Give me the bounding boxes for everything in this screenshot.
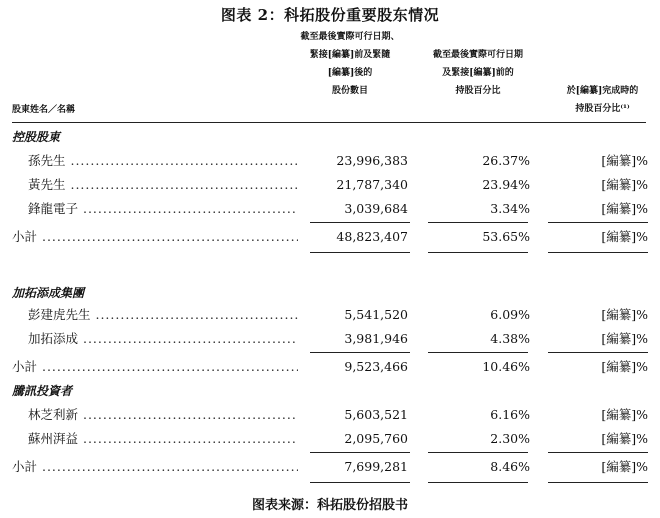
subtotal-row <box>0 226 660 248</box>
shares-value: 7,699,281 <box>344 459 408 474</box>
shares-value: 2,095,760 <box>344 431 408 446</box>
table-row <box>0 304 660 326</box>
header-pct-before-line: 及緊接[編纂]前的 <box>442 68 514 78</box>
pct-after-value: [編纂]% <box>601 201 648 216</box>
pct-before-value: 26.37% <box>482 153 530 168</box>
shares-value: 21,787,340 <box>336 177 408 192</box>
shares-value: 5,541,520 <box>344 307 408 322</box>
shares-value: 3,981,946 <box>344 331 408 346</box>
table-row <box>0 150 660 172</box>
table-row <box>0 428 660 450</box>
total-rule <box>310 482 410 483</box>
pct-before-value: 3.34% <box>490 201 530 216</box>
header-pct-after <box>545 82 660 118</box>
holder-name: 黃先生 ..... <box>28 177 298 193</box>
subtotal-rule <box>428 352 528 353</box>
shares-value: 5,603,521 <box>344 407 408 422</box>
header-underline <box>12 122 646 123</box>
pct-after-value: [編纂]% <box>601 407 648 422</box>
table-row <box>0 198 660 220</box>
header-pct-after-line: 於[編纂]完成時的 <box>566 86 639 96</box>
subtotal-row <box>0 456 660 478</box>
subtotal-rule <box>310 352 410 353</box>
subtotal-rule <box>428 222 528 223</box>
shares-value: 23,996,383 <box>336 153 408 168</box>
pct-after-value: [編纂]% <box>601 459 648 474</box>
pct-after-value: [編纂]% <box>601 153 648 168</box>
pct-after-value: [編纂]% <box>601 229 648 244</box>
subtotal-label: 小計 ..... <box>12 229 298 245</box>
table-row <box>0 328 660 350</box>
shares-value: 9,523,466 <box>344 359 408 374</box>
shares-value: 48,823,407 <box>336 229 408 244</box>
header-shares-line: 緊接[編纂]前及緊隨 <box>309 50 391 60</box>
group-title: 加拓添成集團 <box>12 286 85 300</box>
group-title: 騰訊投資者 <box>12 384 73 398</box>
header-pct-before-line: 截至最後實際可行日期 <box>432 50 523 60</box>
table-row <box>0 404 660 426</box>
holder-name: 彭建虎先生 ..... <box>28 307 298 323</box>
subtotal-label: 小計 ..... <box>12 459 298 475</box>
pct-after-value: [編纂]% <box>601 431 648 446</box>
pct-before-value: 53.65% <box>482 229 530 244</box>
pct-before-value: 6.09% <box>490 307 530 322</box>
subtotal-rule <box>310 222 410 223</box>
subtotal-rule <box>548 222 648 223</box>
header-holder-name: 股東姓名／名稱 <box>12 105 76 115</box>
holder-name: 加拓添成 ..... <box>28 331 298 347</box>
shares-value: 3,039,684 <box>344 201 408 216</box>
pct-after-value: [編纂]% <box>601 331 648 346</box>
subtotal-rule <box>548 452 648 453</box>
total-rule <box>548 252 648 253</box>
total-rule <box>310 252 410 253</box>
subtotal-rule <box>310 452 410 453</box>
pct-after-value: [編纂]% <box>601 307 648 322</box>
header-pct-before <box>418 46 538 100</box>
header-pct-before-line: 持股百分比 <box>455 86 501 96</box>
header-shares-line: 截至最後實際可行日期、 <box>300 32 400 42</box>
pct-after-value: [編纂]% <box>601 177 648 192</box>
header-shares-line: 股份數目 <box>331 86 368 96</box>
holder-name: 林芝利新 ..... <box>28 407 298 423</box>
header-pct-after-line: 持股百分比⁽¹⁾ <box>575 104 630 114</box>
total-rule <box>548 482 648 483</box>
header-shares <box>290 28 410 100</box>
pct-before-value: 4.38% <box>490 331 530 346</box>
holder-name: 蘇州湃益 ..... <box>28 431 298 447</box>
page-title: 图表 2：科拓股份重要股东情况 <box>220 6 440 24</box>
subtotal-label: 小計 ..... <box>12 359 298 375</box>
holder-name: 鋒龍電子 ..... <box>28 201 298 217</box>
subtotal-rule <box>548 352 648 353</box>
total-rule <box>428 482 528 483</box>
pct-before-value: 10.46% <box>482 359 530 374</box>
pct-after-value: [編纂]% <box>601 359 648 374</box>
pct-before-value: 2.30% <box>490 431 530 446</box>
pct-before-value: 23.94% <box>482 177 530 192</box>
table-row <box>0 174 660 196</box>
subtotal-rule <box>428 452 528 453</box>
pct-before-value: 6.16% <box>490 407 530 422</box>
header-shares-line: [編纂]後的 <box>327 68 373 78</box>
subtotal-row <box>0 356 660 378</box>
total-rule <box>428 252 528 253</box>
group-title: 控股股東 <box>12 130 61 144</box>
source-caption: 图表来源：科拓股份招股书 <box>251 498 408 513</box>
pct-before-value: 8.46% <box>490 459 530 474</box>
holder-name: 孫先生 ..... <box>28 153 298 169</box>
